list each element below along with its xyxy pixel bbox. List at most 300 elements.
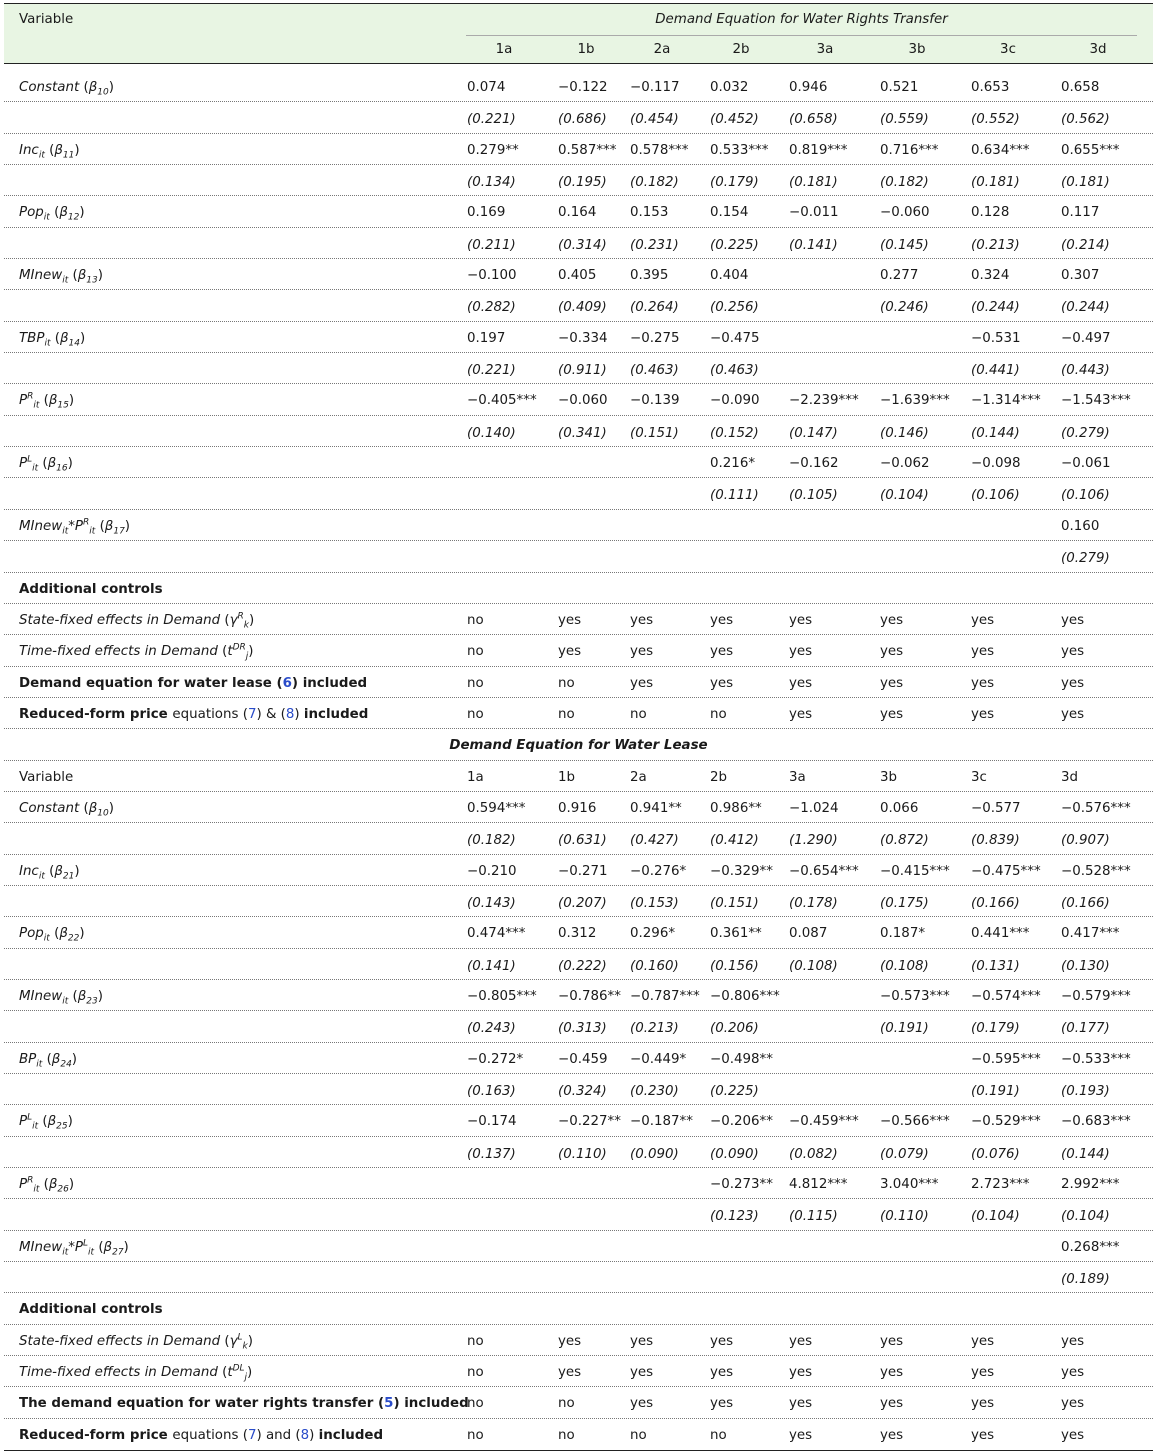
row-label: $MInew_{it}*P^L_{it}$ $(\beta_{27})$ <box>19 1238 129 1258</box>
cell-3c: −0.475*** <box>971 863 1041 879</box>
control-row <box>4 635 1153 666</box>
cell-2b: 0.216* <box>710 456 756 472</box>
coefficient-row <box>4 855 1153 886</box>
cell-1b: no <box>558 706 575 722</box>
cell-3b: yes <box>880 675 904 691</box>
cell-2a: yes <box>630 644 654 660</box>
row-label: Pop$_{it}$ $(\beta_{22})$ <box>19 926 85 944</box>
cell-3b: 3.040*** <box>880 1177 939 1193</box>
cell-3b: −0.573*** <box>880 988 950 1004</box>
cell-1b: −0.786** <box>558 988 621 1004</box>
cell-3b: yes <box>880 644 904 660</box>
cell-2a: (0.160) <box>630 958 679 974</box>
cell-2a: (0.182) <box>630 175 679 191</box>
cell-3c: 3c <box>971 769 987 785</box>
cell-3c: (0.441) <box>971 363 1020 379</box>
standard-error-row <box>4 1074 1153 1105</box>
coefficient-row <box>4 917 1153 948</box>
cell-3b: (0.110) <box>880 1209 929 1225</box>
cell-1a: (0.282) <box>467 300 516 316</box>
cell-2a: −0.275 <box>630 330 680 346</box>
cell-3b: 0.066 <box>880 800 919 816</box>
cell-3d: (0.144) <box>1061 1146 1110 1162</box>
column-header-2b: 2b <box>732 42 750 57</box>
standard-error-row <box>4 886 1153 917</box>
cell-1b: (0.207) <box>558 895 607 911</box>
cell-3c: (0.166) <box>971 895 1020 911</box>
controls-title <box>4 1293 1153 1324</box>
cell-2a: (0.454) <box>630 112 679 128</box>
cell-3c: 0.653 <box>971 80 1010 95</box>
cell-3c: −0.574*** <box>971 988 1041 1004</box>
cell-3c: yes <box>971 1396 995 1412</box>
cell-3a: −2.239*** <box>789 393 859 409</box>
cell-1b: (0.409) <box>558 300 607 316</box>
cell-2a: (0.213) <box>630 1021 679 1037</box>
cell-2b: (0.463) <box>710 363 759 379</box>
coefficient-row <box>4 134 1153 165</box>
cell-2b: (0.111) <box>710 488 759 504</box>
cell-2b: (0.206) <box>710 1021 759 1037</box>
cell-3c: (0.144) <box>971 425 1020 441</box>
cell-3a: −0.654*** <box>789 863 859 879</box>
row-label: $P^L_{it}$ $(\beta_{16})$ <box>19 454 73 474</box>
standard-error-row <box>4 949 1153 980</box>
cell-3a: yes <box>789 1365 813 1381</box>
cell-3a: yes <box>789 1427 813 1443</box>
cell-3b: (0.108) <box>880 958 929 974</box>
cell-1b: no <box>558 675 575 691</box>
coefficient-row <box>4 1168 1153 1199</box>
cell-3b: yes <box>880 1396 904 1412</box>
standard-error-row <box>4 1199 1153 1230</box>
cell-3d: (0.130) <box>1061 958 1110 974</box>
standard-error-row <box>4 823 1153 854</box>
control-row <box>4 1387 1153 1418</box>
cell-3c: (0.179) <box>971 1021 1020 1037</box>
cell-3d: 0.417*** <box>1061 926 1120 942</box>
cell-1a: no <box>467 1365 484 1381</box>
section-water-lease <box>4 729 1153 1450</box>
cell-3a: 0.819*** <box>789 142 848 158</box>
cell-1a: (0.182) <box>467 833 516 849</box>
cell-3a: 0.946 <box>789 80 828 95</box>
cell-1a: (0.211) <box>467 237 516 253</box>
cell-1a: −0.210 <box>467 863 517 879</box>
cell-2a: −0.139 <box>630 393 680 409</box>
cell-3b: 3b <box>880 769 898 785</box>
cell-3b: 0.521 <box>880 80 919 95</box>
cell-3b: (0.145) <box>880 237 929 253</box>
row-label: Variable <box>19 769 74 785</box>
coefficient-row <box>4 447 1153 478</box>
cell-1b: (0.341) <box>558 425 607 441</box>
cell-2a: −0.276* <box>630 863 687 879</box>
cell-2a: −0.449* <box>630 1051 687 1067</box>
row-label: Constant $(\beta_{10})$ <box>19 80 114 98</box>
cell-1a: −0.100 <box>467 268 517 284</box>
cell-2b: −0.206** <box>710 1114 773 1130</box>
group-underline <box>466 35 1137 36</box>
cell-1b: no <box>558 1396 575 1412</box>
variable-header: Variable <box>19 12 74 27</box>
cell-3d: 0.658 <box>1061 80 1100 95</box>
cell-3c: 0.634*** <box>971 142 1030 158</box>
cell-3b: (0.182) <box>880 175 929 191</box>
cell-2b: yes <box>710 675 734 691</box>
cell-2b: yes <box>710 612 734 628</box>
cell-3a: (0.105) <box>789 488 838 504</box>
standard-error-row <box>4 290 1153 321</box>
cell-1b: (0.110) <box>558 1146 607 1162</box>
column-header-1a: 1a <box>495 42 513 57</box>
cell-2b: (0.225) <box>710 237 759 253</box>
cell-3a: (0.108) <box>789 958 838 974</box>
row-label: MInew$_{it}$ $(\beta_{13})$ <box>19 268 103 286</box>
cell-3a: yes <box>789 1396 813 1412</box>
coefficient-row <box>4 322 1153 353</box>
cell-3b: (0.191) <box>880 1021 929 1037</box>
cell-3c: (0.213) <box>971 237 1020 253</box>
row-label: Constant $(\beta_{10})$ <box>19 800 114 819</box>
coefficient-row <box>4 510 1153 541</box>
row-label: Inc$_{it}$ $(\beta_{11})$ <box>19 142 80 161</box>
cell-3d: −0.533*** <box>1061 1051 1131 1067</box>
cell-1a: no <box>467 612 484 628</box>
cell-3c: −0.098 <box>971 456 1021 472</box>
cell-1a: no <box>467 1396 484 1412</box>
cell-2a: (0.231) <box>630 237 679 253</box>
cell-1b: (0.314) <box>558 237 607 253</box>
cell-3d: yes <box>1061 612 1085 628</box>
cell-1b: 0.164 <box>558 205 597 221</box>
cell-3d: (0.244) <box>1061 300 1110 316</box>
cell-3b: yes <box>880 1365 904 1381</box>
cell-3a: yes <box>789 675 813 691</box>
control-row <box>4 1325 1153 1356</box>
cell-1a: (0.221) <box>467 112 516 128</box>
cell-3d: (0.106) <box>1061 488 1110 504</box>
row-label: Reduced-form price equations (7) & (8) included <box>19 706 369 722</box>
cell-2b: (0.412) <box>710 833 759 849</box>
cell-3c: 0.324 <box>971 268 1010 284</box>
cell-3b: −1.639*** <box>880 393 950 409</box>
cell-2a: yes <box>630 1365 654 1381</box>
cell-3b: −0.415*** <box>880 863 950 879</box>
cell-3a: −0.459*** <box>789 1114 859 1130</box>
cell-3a: yes <box>789 644 813 660</box>
cell-3a: yes <box>789 706 813 722</box>
cell-1b: −0.227** <box>558 1114 621 1130</box>
controls-title <box>4 573 1153 604</box>
cell-3a: 0.087 <box>789 926 828 942</box>
cell-3a: 3a <box>789 769 806 785</box>
cell-3c: −1.314*** <box>971 393 1041 409</box>
cell-2a: yes <box>630 1396 654 1412</box>
standard-error-row <box>4 478 1153 509</box>
cell-3d: (0.189) <box>1061 1272 1110 1288</box>
cell-3b: 0.277 <box>880 268 919 284</box>
cell-3d: −0.576*** <box>1061 800 1131 816</box>
cell-1b: −0.122 <box>558 80 608 95</box>
cell-3a: yes <box>789 1333 813 1349</box>
cell-1a: 0.594*** <box>467 800 526 816</box>
cell-3d: 0.655*** <box>1061 142 1120 158</box>
cell-3b: (0.246) <box>880 300 929 316</box>
cell-1a: no <box>467 706 484 722</box>
cell-1a: no <box>467 644 484 660</box>
cell-1b: −0.060 <box>558 393 608 409</box>
row-label: $MInew_{it}*P^R_{it}$ $(\beta_{17})$ <box>19 517 131 537</box>
cell-1a: −0.272* <box>467 1051 524 1067</box>
row-label: The demand equation for water rights transfer (5) included <box>19 1396 469 1412</box>
cell-1b: 0.916 <box>558 800 597 816</box>
column-header-3a: 3a <box>816 42 834 57</box>
cell-3d: −0.061 <box>1061 456 1111 472</box>
cell-1b: 0.312 <box>558 926 597 942</box>
cell-2b: (0.179) <box>710 175 759 191</box>
cell-2b: yes <box>710 1365 734 1381</box>
cell-1a: (0.140) <box>467 425 516 441</box>
cell-3d: 2.992*** <box>1061 1177 1120 1193</box>
cell-1a: 0.197 <box>467 330 506 346</box>
row-label: $BP_{it}$ $(\beta_{24})$ <box>19 1051 78 1070</box>
header-spacer <box>4 64 1153 71</box>
cell-2b: 0.986** <box>710 800 762 816</box>
cell-2b: −0.090 <box>710 393 760 409</box>
cell-2b: yes <box>710 1396 734 1412</box>
cell-2b: 0.361** <box>710 926 762 942</box>
cell-1a: 0.474*** <box>467 926 526 942</box>
cell-2a: (0.090) <box>630 1146 679 1162</box>
row-label: Demand equation for water lease (6) included <box>19 675 368 691</box>
cell-2b: (0.256) <box>710 300 759 316</box>
cell-2a: (0.153) <box>630 895 679 911</box>
cell-3a: (0.178) <box>789 895 838 911</box>
coefficient-row <box>4 384 1153 415</box>
cell-2a: (0.264) <box>630 300 679 316</box>
cell-1b: −0.459 <box>558 1051 608 1067</box>
variable-subheader <box>4 761 1153 792</box>
cell-3c: (0.839) <box>971 833 1020 849</box>
cell-3d: yes <box>1061 1333 1085 1349</box>
cell-3c: (0.191) <box>971 1084 1020 1099</box>
coefficient-row <box>4 1105 1153 1136</box>
cell-1a: 0.169 <box>467 205 506 221</box>
cell-3a: (1.290) <box>789 833 838 849</box>
cell-2b: (0.156) <box>710 958 759 974</box>
cell-3b: (0.559) <box>880 112 929 128</box>
column-header-3b: 3b <box>908 42 926 57</box>
cell-2b: 0.533*** <box>710 142 769 158</box>
cell-3b: (0.104) <box>880 488 929 504</box>
row-label: $P^R_{it}$ $(\beta_{15})$ <box>19 391 75 412</box>
cell-3d: (0.443) <box>1061 363 1110 379</box>
cell-2a: 0.941** <box>630 800 682 816</box>
column-header-3c: 3c <box>1000 42 1016 57</box>
cell-2a: (0.463) <box>630 363 679 379</box>
cell-3c: −0.531 <box>971 330 1021 346</box>
cell-3d: (0.907) <box>1061 833 1110 849</box>
cell-3b: (0.146) <box>880 425 929 441</box>
coefficient-row <box>4 259 1153 290</box>
cell-1a: (0.243) <box>467 1021 516 1037</box>
cell-1b: no <box>558 1427 575 1443</box>
cell-3a: (0.141) <box>789 237 838 253</box>
cell-1a: (0.221) <box>467 363 516 379</box>
standard-error-row <box>4 1137 1153 1168</box>
cell-1b: (0.686) <box>558 112 607 128</box>
cell-3b: yes <box>880 1427 904 1443</box>
coefficient-row <box>4 1043 1153 1074</box>
cell-3c: (0.552) <box>971 112 1020 128</box>
cell-3b: −0.060 <box>880 205 930 221</box>
cell-2b: yes <box>710 1333 734 1349</box>
cell-1a: no <box>467 675 484 691</box>
cell-1a: (0.163) <box>467 1084 516 1099</box>
row-label: Reduced-form price equations (7) and (8) included <box>19 1427 384 1443</box>
cell-3d: yes <box>1061 1396 1085 1412</box>
cell-3b: yes <box>880 612 904 628</box>
cell-3c: yes <box>971 612 995 628</box>
column-header-3d: 3d <box>1089 42 1107 57</box>
row-label: $TBP_{it}$ $(\beta_{14})$ <box>19 330 86 349</box>
cell-1b: 0.587*** <box>558 142 617 158</box>
cell-3c: yes <box>971 1333 995 1349</box>
cell-3d: (0.181) <box>1061 175 1110 191</box>
cell-1b: (0.911) <box>558 363 607 379</box>
cell-1b: (0.313) <box>558 1021 607 1037</box>
cell-3d: −0.528*** <box>1061 863 1131 879</box>
row-label: Inc$_{it}$ $(\beta_{21})$ <box>19 863 80 882</box>
cell-2b: 0.032 <box>710 80 749 95</box>
cell-3a: −1.024 <box>789 800 839 816</box>
cell-3c: yes <box>971 644 995 660</box>
standard-error-row <box>4 541 1153 572</box>
cell-3d: (0.177) <box>1061 1021 1110 1037</box>
cell-3c: yes <box>971 675 995 691</box>
cell-1b: yes <box>558 644 582 660</box>
row-label: Additional controls <box>19 1302 163 1318</box>
cell-3d: yes <box>1061 706 1085 722</box>
cell-3d: 0.160 <box>1061 518 1100 534</box>
standard-error-row <box>4 228 1153 259</box>
cell-2b: 0.404 <box>710 268 749 284</box>
cell-2b: 2b <box>710 769 728 785</box>
column-header-1b: 1b <box>577 42 595 57</box>
cell-2b: no <box>710 706 727 722</box>
cell-3c: (0.076) <box>971 1146 1020 1162</box>
cell-2a: −0.117 <box>630 80 680 95</box>
cell-2a: (0.427) <box>630 833 679 849</box>
cell-1b: yes <box>558 1333 582 1349</box>
cell-3c: (0.106) <box>971 488 1020 504</box>
cell-3d: yes <box>1061 1427 1085 1443</box>
cell-3c: −0.595*** <box>971 1051 1041 1067</box>
cell-1a: −0.405*** <box>467 393 537 409</box>
cell-1b: −0.271 <box>558 863 608 879</box>
cell-1a: −0.805*** <box>467 988 537 1004</box>
cell-3a: yes <box>789 612 813 628</box>
cell-1b: (0.195) <box>558 175 607 191</box>
cell-3d: (0.562) <box>1061 112 1110 128</box>
cell-2b: yes <box>710 644 734 660</box>
standard-error-row <box>4 416 1153 447</box>
cell-1b: yes <box>558 1365 582 1381</box>
cell-2a: 0.578*** <box>630 142 689 158</box>
cell-2b: −0.273** <box>710 1177 773 1193</box>
control-row <box>4 667 1153 698</box>
cell-3c: 0.441*** <box>971 926 1030 942</box>
cell-3b: (0.079) <box>880 1146 929 1162</box>
group-title: Demand Equation for Water Rights Transfer <box>655 12 948 27</box>
cell-3a: −0.011 <box>789 205 839 221</box>
cell-1b: yes <box>558 612 582 628</box>
cell-3c: 2.723*** <box>971 1177 1030 1193</box>
cell-3a: (0.115) <box>789 1209 838 1225</box>
cell-3d: (0.279) <box>1061 551 1110 567</box>
coefficient-row <box>4 196 1153 227</box>
cell-1a: 1a <box>467 769 484 785</box>
standard-error-row <box>4 165 1153 196</box>
cell-2b: (0.151) <box>710 895 759 911</box>
cell-2a: 2a <box>630 769 647 785</box>
cell-2a: no <box>630 706 647 722</box>
cell-3c: (0.181) <box>971 175 1020 191</box>
cell-2a: yes <box>630 612 654 628</box>
cell-2a: 0.153 <box>630 205 669 221</box>
cell-3c: (0.131) <box>971 958 1020 974</box>
cell-2a: 0.296* <box>630 926 676 942</box>
cell-1a: (0.141) <box>467 958 516 974</box>
cell-2b: 0.154 <box>710 205 749 221</box>
cell-3d: −0.683*** <box>1061 1114 1131 1130</box>
cell-3a: −0.162 <box>789 456 839 472</box>
cell-2a: −0.787*** <box>630 988 700 1004</box>
cell-1a: (0.143) <box>467 895 516 911</box>
cell-3c: yes <box>971 1427 995 1443</box>
cell-2b: −0.498** <box>710 1051 773 1067</box>
cell-3a: (0.181) <box>789 175 838 191</box>
cell-1a: −0.174 <box>467 1114 517 1130</box>
coefficient-row <box>4 980 1153 1011</box>
cell-2b: (0.152) <box>710 425 759 441</box>
cell-1b: −0.334 <box>558 330 608 346</box>
cell-2b: −0.806*** <box>710 988 780 1004</box>
cell-3d: 0.117 <box>1061 205 1100 221</box>
row-label: Time-fixed effects in Demand $(t^{DL}_j)$ <box>19 1363 253 1383</box>
coefficient-row <box>4 1231 1153 1262</box>
cell-3d: yes <box>1061 644 1085 660</box>
row-label: $P^L_{it}$ $(\beta_{25})$ <box>19 1112 73 1133</box>
cell-3b: −0.566*** <box>880 1114 950 1130</box>
section-title <box>4 729 1153 760</box>
section-water-rights-transfer <box>4 64 1153 729</box>
cell-3c: −0.529*** <box>971 1114 1041 1130</box>
cell-3c: yes <box>971 1365 995 1381</box>
cell-3d: −0.497 <box>1061 330 1111 346</box>
cell-3d: 0.268*** <box>1061 1239 1120 1255</box>
row-label: Time-fixed effects in Demand $(t^{DR}_j)$ <box>19 642 254 662</box>
cell-3c: −0.577 <box>971 800 1021 816</box>
cell-2a: (0.151) <box>630 425 679 441</box>
cell-3b: 0.187* <box>880 926 926 942</box>
cell-3b: (0.175) <box>880 895 929 911</box>
column-header-2a: 2a <box>653 42 671 57</box>
cell-2a: yes <box>630 1333 654 1349</box>
row-label: $P^R_{it}$ $(\beta_{26})$ <box>19 1175 75 1195</box>
coefficient-row <box>4 792 1153 823</box>
